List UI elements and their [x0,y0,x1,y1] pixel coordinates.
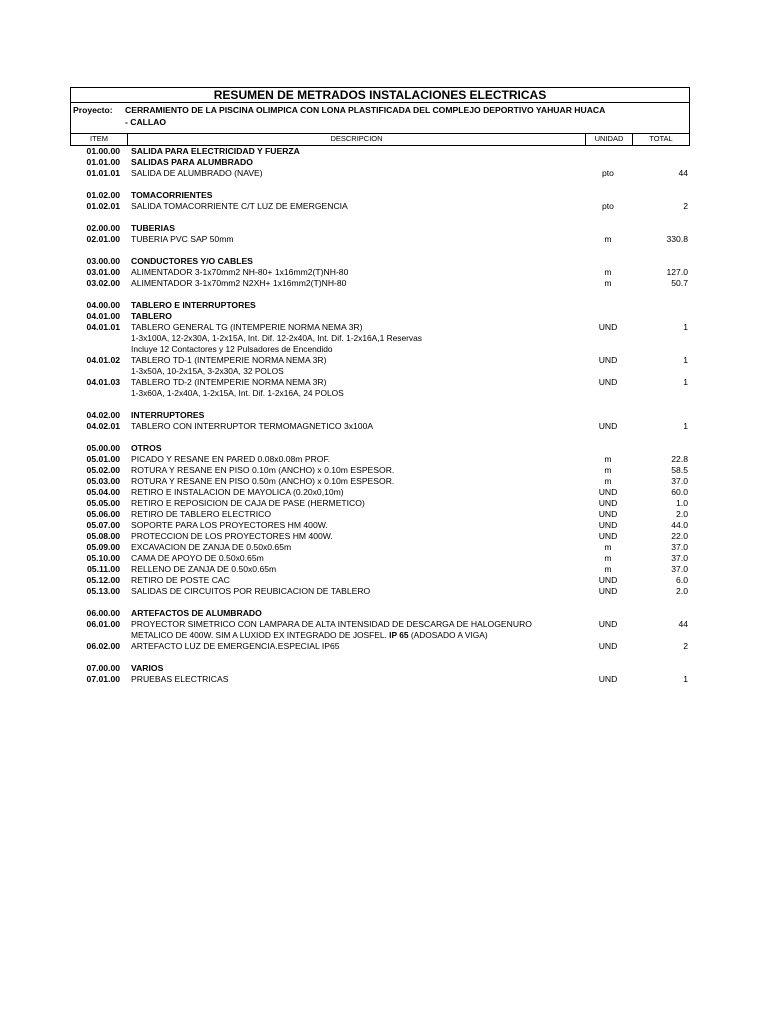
row-description: SALIDAS PARA ALUMBRADO [131,157,253,167]
header-unit: UNIDAD [586,134,633,145]
row-total: 1.0 [676,498,688,508]
row-item-code: 02.01.00 [86,234,120,244]
row-item-code: 05.00.00 [86,443,120,453]
row-item-code: 06.01.00 [86,619,120,629]
row-item-code: 05.11.00 [87,564,120,574]
row-total: 37.0 [671,553,688,563]
project-name-line2: - CALLAO [125,117,167,127]
row-description: TABLERO E INTERRUPTORES [131,300,256,310]
row-description: TUBERIA PVC SAP 50mm [131,234,234,244]
row-total: 58.5 [671,465,688,475]
row-description: TOMACORRIENTES [131,190,213,200]
table-header [70,133,690,146]
row-description: PROTECCION DE LOS PROYECTORES HM 400W. [131,531,333,541]
row-item-code: 06.00.00 [86,608,120,618]
row-total [632,443,688,454]
row-unit: m [604,278,612,288]
metrados-sheet [70,87,690,684]
project-label: Proyecto: [73,105,113,115]
row-total: 37.0 [671,542,688,552]
row-total: 44 [678,619,688,629]
row-unit: pto [602,168,614,178]
row-item-code: 05.13.00 [86,586,120,596]
row-description: TABLERO TD-1 (INTEMPERIE NORMA NEMA 3R) [131,355,327,365]
row-total [632,608,688,619]
row-total [632,311,688,322]
row-unit: UND [598,531,618,541]
row-unit: UND [598,498,618,508]
row-unit: m [604,267,612,277]
row-description: SALIDA TOMACORRIENTE C/T LUZ DE EMERGENCIA [131,201,348,211]
row-item-code: 03.00.00 [86,256,120,266]
ip-rating: IP 65 [389,630,409,640]
row-description-continuation [131,630,488,641]
row-description: ARTEFACTO LUZ DE EMERGENCIA.ESPECIAL IP65 [131,641,340,651]
row-item-code: 04.01.00 [86,311,120,321]
row-description: INTERRUPTORES [131,410,205,420]
header-total: TOTAL [649,134,673,143]
row-total [632,190,688,201]
header-description: DESCRIPCION [128,134,586,145]
row-description: SALIDA PARA ELECTRICIDAD Y FUERZA [131,146,300,156]
row-item-code: 05.06.00 [86,509,120,519]
row-total: 1 [683,355,688,365]
row-item-code: 04.02.00 [86,410,120,420]
row-description: SALIDAS DE CIRCUITOS POR REUBICACION DE TABLERO [131,586,371,596]
row-description: PROYECTOR SIMETRICO CON LAMPARA DE ALTA INTENSIDAD DE DESCARGA DE HALOGENURO [131,619,532,629]
row-total [632,146,688,157]
row-unit: m [604,542,612,552]
row-item-code: 01.02.00 [86,190,120,200]
row-unit: UND [598,421,618,431]
row-unit: UND [598,509,618,519]
row-total: 44.0 [671,520,688,530]
row-description-continuation: 1-3x50A, 10-2x15A, 3-2x30A, 32 POLOS [131,366,284,376]
row-item-code: 07.01.00 [86,674,120,684]
projector-spec-text: METALICO DE 400W. SIM A LUXIOD EX INTEGRADO DE JOSFEL. [131,630,390,640]
row-unit: UND [598,575,618,585]
row-description-continuation: 1-3x100A, 12-2x30A, 1-2x15A, Int. Dif. 12-2x40A, Int. Dif. 1-2x16A,1 Reservas [131,333,422,343]
row-item-code: 04.01.03 [86,377,120,387]
row-item-code: 01.01.00 [86,157,120,167]
row-description: VARIOS [131,663,164,673]
row-total: 1 [683,421,688,431]
row-description: RELLENO DE ZANJA DE 0.50x0.65m [131,564,277,574]
row-total: 1 [683,377,688,387]
row-item-code: 05.12.00 [86,575,120,585]
row-unit: pto [602,201,614,211]
row-description: RETIRO E REPOSICION DE CAJA DE PASE (HERMETICO) [131,498,365,508]
row-item-code: 04.02.01 [86,421,120,431]
row-unit: UND [598,641,618,651]
row-item-code: 01.01.01 [86,168,120,178]
row-description: RETIRO E INSTALACION DE MAYOLICA (0.20x0,10m) [131,487,344,497]
row-total [632,663,688,674]
row-item-code: 02.00.00 [86,223,120,233]
row-item-code: 05.10.00 [86,553,120,563]
row-unit: m [604,234,612,244]
row-item-code: 07.00.00 [86,663,120,673]
mounting-note: (ADOSADO A VIGA) [408,630,488,640]
row-unit: UND [598,487,618,497]
row-description: SOPORTE PARA LOS PROYECTORES HM 400W. [131,520,328,530]
row-description: PICADO Y RESANE EN PARED 0.08x0.08m PROF. [131,454,331,464]
row-description: ARTEFACTOS DE ALUMBRADO [131,608,262,618]
row-total: 60.0 [671,487,688,497]
row-description: TABLERO [131,311,172,321]
row-item-code: 03.01.00 [86,267,120,277]
row-item-code: 01.00.00 [86,146,120,156]
row-total [632,300,688,311]
row-description-continuation: 1-3x60A, 1-2x40A, 1-2x15A, Int. Dif. 1-2x16A, 24 POLOS [131,388,344,398]
project-block [70,103,690,133]
row-item-code: 05.07.00 [86,520,120,530]
row-total: 127.0 [666,267,688,277]
row-total: 2 [683,641,688,651]
row-unit: m [604,465,612,475]
row-unit: m [604,564,612,574]
row-total: 37.0 [671,476,688,486]
row-total [632,410,688,421]
row-item-code: 05.01.00 [86,454,120,464]
row-unit: UND [598,355,618,365]
row-description: RETIRO DE POSTE CAC [131,575,230,585]
row-description: RETIRO DE TABLERO ELECTRICO [131,509,272,519]
row-total [632,256,688,267]
row-total [632,157,688,168]
row-total: 2 [683,201,688,211]
row-description: TABLERO TD-2 (INTEMPERIE NORMA NEMA 3R) [131,377,327,387]
row-unit: m [604,553,612,563]
row-description: PRUEBAS ELECTRICAS [131,674,229,684]
row-description: TUBERIAS [131,223,175,233]
row-total: 22.0 [671,531,688,541]
row-item-code: 01.02.01 [86,201,120,211]
row-total: 330.8 [666,234,688,244]
row-unit: UND [598,586,618,596]
row-unit: m [604,476,612,486]
row-total: 1 [683,674,688,684]
row-unit: UND [598,377,618,387]
row-total [632,223,688,234]
row-description: ROTURA Y RESANE EN PISO 0.10m (ANCHO) x 0.10m ESPESOR. [131,465,395,475]
row-item-code: 05.03.00 [86,476,120,486]
document-title: RESUMEN DE METRADOS INSTALACIONES ELECTRICAS [70,87,690,103]
row-unit: m [604,454,612,464]
row-description: SALIDA DE ALUMBRADO (NAVE) [131,168,263,178]
row-description: CONDUCTORES Y/O CABLES [131,256,253,266]
row-item-code: 03.02.00 [86,278,120,288]
row-unit: UND [598,674,618,684]
row-item-code: 05.09.00 [86,542,120,552]
row-total: 44 [678,168,688,178]
row-item-code: 05.08.00 [86,531,120,541]
row-unit: UND [598,619,618,629]
row-description: ALIMENTADOR 3-1x70mm2 N2XH+ 1x16mm2(T)NH-80 [131,278,347,288]
row-description: ROTURA Y RESANE EN PISO 0.50m (ANCHO) x 0.10m ESPESOR. [131,476,395,486]
row-description: ALIMENTADOR 3-1x70mm2 NH-80+ 1x16mm2(T)NH-80 [131,267,349,277]
row-description: CAMA DE APOYO DE 0.50x0.65m [131,553,264,563]
project-name-line1: CERRAMIENTO DE LA PISCINA OLIMPICA CON LONA PLASTIFICADA DEL COMPLEJO DEPORTIVO YAHUAR HUACA [125,105,606,115]
row-item-code: 05.02.00 [86,465,120,475]
row-item-code: 04.00.00 [86,300,120,310]
row-total: 2.0 [676,509,688,519]
row-description: TABLERO CON INTERRUPTOR TERMOMAGNETICO 3x100A [131,421,374,431]
row-total: 37.0 [671,564,688,574]
row-total: 2.0 [676,586,688,596]
row-item-code: 04.01.01 [86,322,120,332]
row-unit: UND [598,520,618,530]
header-item: ITEM [71,134,128,145]
row-total: 50.7 [671,278,688,288]
row-total: 22.8 [671,454,688,464]
row-description: OTROS [131,443,162,453]
row-item-code: 05.05.00 [86,498,120,508]
row-unit: UND [598,322,618,332]
row-description: EXCAVACION DE ZANJA DE 0.50x0.65m [131,542,292,552]
row-total: 1 [683,322,688,332]
row-total: 6.0 [676,575,688,585]
row-item-code: 05.04.00 [86,487,120,497]
row-description-continuation: Incluye 12 Contactores y 12 Pulsadores de Encendido [131,344,333,354]
row-item-code: 06.02.00 [86,641,120,651]
row-item-code: 04.01.02 [86,355,120,365]
row-description: TABLERO GENERAL TG (INTEMPERIE NORMA NEMA 3R) [131,322,363,332]
